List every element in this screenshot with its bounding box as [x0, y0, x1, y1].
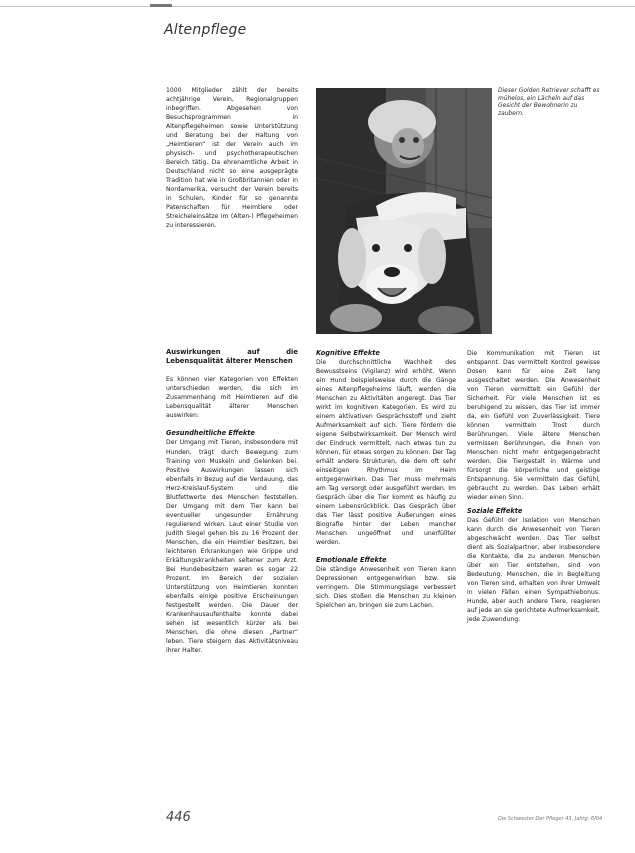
top-marker	[150, 4, 172, 7]
top-rule	[0, 6, 635, 7]
intro-paragraph: 1000 Mitglieder zählt der bereits achtjährige Verein, Regionalgruppen inbegriffen. Abgesehen von Besuchsprogrammen in Altenpflegeheimen sowie Unterstützung und Beratung bei der Haltung von „Heimtieren“ ist der Verein auch im physisch- und psychotherapeutischen Bereich tätig. Da ehrenamtliche Arbeit in Deutschland nicht so eine ausgeprägte Tradition hat wie in Großbritannien oder in Nordamerika, versucht der Verein bereits in Schulen, Kinder für so genannte Patenschaften für Heimtiere oder Streicheleinsätze im (Alten-) Pflegeheimen zu interessieren.	[166, 87, 298, 230]
dog-photo	[316, 88, 492, 334]
column-1	[166, 348, 298, 655]
column-3-paragraph: Die Kommunikation mit Tieren ist entspannt. Das vermittelt Kontrol gewisse Dosen kann für eine Zeit lang ausgeschaltet werden. Die Anwesenheit von Tieren vermittelt ein Gefühl der Sicherheit. Für viele Menschen ist es beruhigend zu wissen, das Tier ist immer da, ein Gefühl von Zuverlässigkeit. Tiere können vermitteln Trost durch Berührungen. Viele ältere Menschen vermissen Berührungen, die ihnen von Menschen nicht mehr entgegengebracht werden. Die Tiergestalt in Wärme und fürsorgt die körperliche und geistige Entspannung. Sie vermitteln das Gefühl, gebraucht zu werden. Das Leben erhält wieder einen Sinn.	[467, 350, 600, 502]
column-3	[467, 349, 600, 624]
heading-emotional-effects: Emotionale Effekte	[316, 556, 387, 565]
intro-column	[166, 86, 298, 230]
cognitive-paragraph: Die durchschnittliche Wachheit des Bewusstseins (Vigilanz) wird erhöht. Wenn ein Hund beispielsweise durch die Gänge eines Altenpflegeheims läuft, werden die Menschen zu Aktivitäten angeregt. Das Tier wirkt im kognitiven Kategorien. Es wird zu einem aktivativen Gesprächsstoff und zieht Aufmerksamkeit auf sich. Tiere fördern die eigene Selbstwirksamkeit. Der Mensch wird der Eindruck vermittelt, nach etwas tun zu können, für etwas sorgen zu können. Der Tag erhält andere Strukturen, die dem oft sehr einseitigen Rhythmus im Heim entgegenwirken. Das Tier muss mehrmals am Tag versorgt oder ausgeführt werden. Im Gespräch über die Tier kommt es häufig zu einem Lebensrückblick. Das Gespräch über das Tier lässt positive Äußerungen eines Biografie hinter der Leben mancher Menschen ungeöffnet und unerfüllter werden.	[316, 359, 456, 547]
section-heading-effects: Auswirkungen auf die Lebensqualität älterer Menschen	[166, 348, 298, 366]
social-paragraph: Das Gefühl der Isolation von Menschen kann durch die Anwesenheit von Tieren abgeschwächt werden. Das Tier selbst dient als Sozialpartner, aber insbesondere die Kontakte, die zu anderen Menschen über ein Tier entstehen, sind von Bedeutung. Menschen, die in Begleitung von Tieren sind, erhalten von ihrer Umwelt in vielen Fällen einen Sympathiebonus. Hunde, aber auch andere Tiere, reagieren auf jede an sie gerichtete Aufmerksamkeit, jede Zuwendung.	[467, 517, 600, 624]
page-number: 446	[166, 810, 191, 825]
photo-caption: Dieser Golden Retriever schafft es mühelos, ein Lächeln auf das Gesicht der Bewohnerin zu zaubern.	[498, 88, 600, 117]
health-paragraph: Der Umgang mit Tieren, insbesondere mit Hunden, trägt durch Bewegung zum Training von Muskeln und Gelenken bei. Positive Auswirkungen lassen sich ebenfalls in Bezug auf die Verdauung, das Herz-Kreislauf-System und die Blutfettwerte des Menschen feststellen. Der Umgang mit dem Tier kann bei eventueller ungesunder Ernährung regulierend wirken. Laut einer Studie von Judith Siegel gehen bis zu 16 Prozent der Menschen, die ein Heimtier besitzen, bei leichteren Erkrankungen wie Grippe und Erkältungskrankheiten seltener zum Arzt. Bei Hundebesitzern waren es sogar 22 Prozent. Im Bereich der sozialen Unterstützung von Heimtieren konnten ebenfalls einige positive Erscheinungen festgestellt werden. Die Dauer der Krankenhausaufenthalte konnte dabei sehen ist wesentlich kürzer als bei Menschen, die ohne diesen „Partner“ leben. Tiere steigern das Aktivitätsniveau ihrer Halter.	[166, 439, 298, 654]
running-head: Altenpflege	[164, 22, 247, 38]
emotional-paragraph: Die ständige Anwesenheit von Tieren kann Depressionen entgegenwirken bzw. sie verringern. Die Stimmungslage verbessert sich. Dies stoßen die Menschen zu kleinen Spielchen an, bringen sie zum Lachen.	[316, 566, 456, 610]
heading-health-effects: Gesundheitliche Effekte	[166, 429, 255, 438]
section-intro: Es können vier Kategorien von Effekten unterschieden werden, die sich im Zusammenhang mit Heimtieren auf die Lebensqualität älterer Menschen auswirken:	[166, 376, 298, 420]
heading-cognitive-effects: Kognitive Effekte	[316, 349, 380, 357]
heading-social-effects: Soziale Effekte	[467, 507, 523, 516]
photo-illustration	[316, 88, 492, 334]
column-2	[316, 349, 456, 610]
journal-footer: Die Schwester Der Pfleger 43. Jahrg. 6/04	[498, 816, 603, 822]
